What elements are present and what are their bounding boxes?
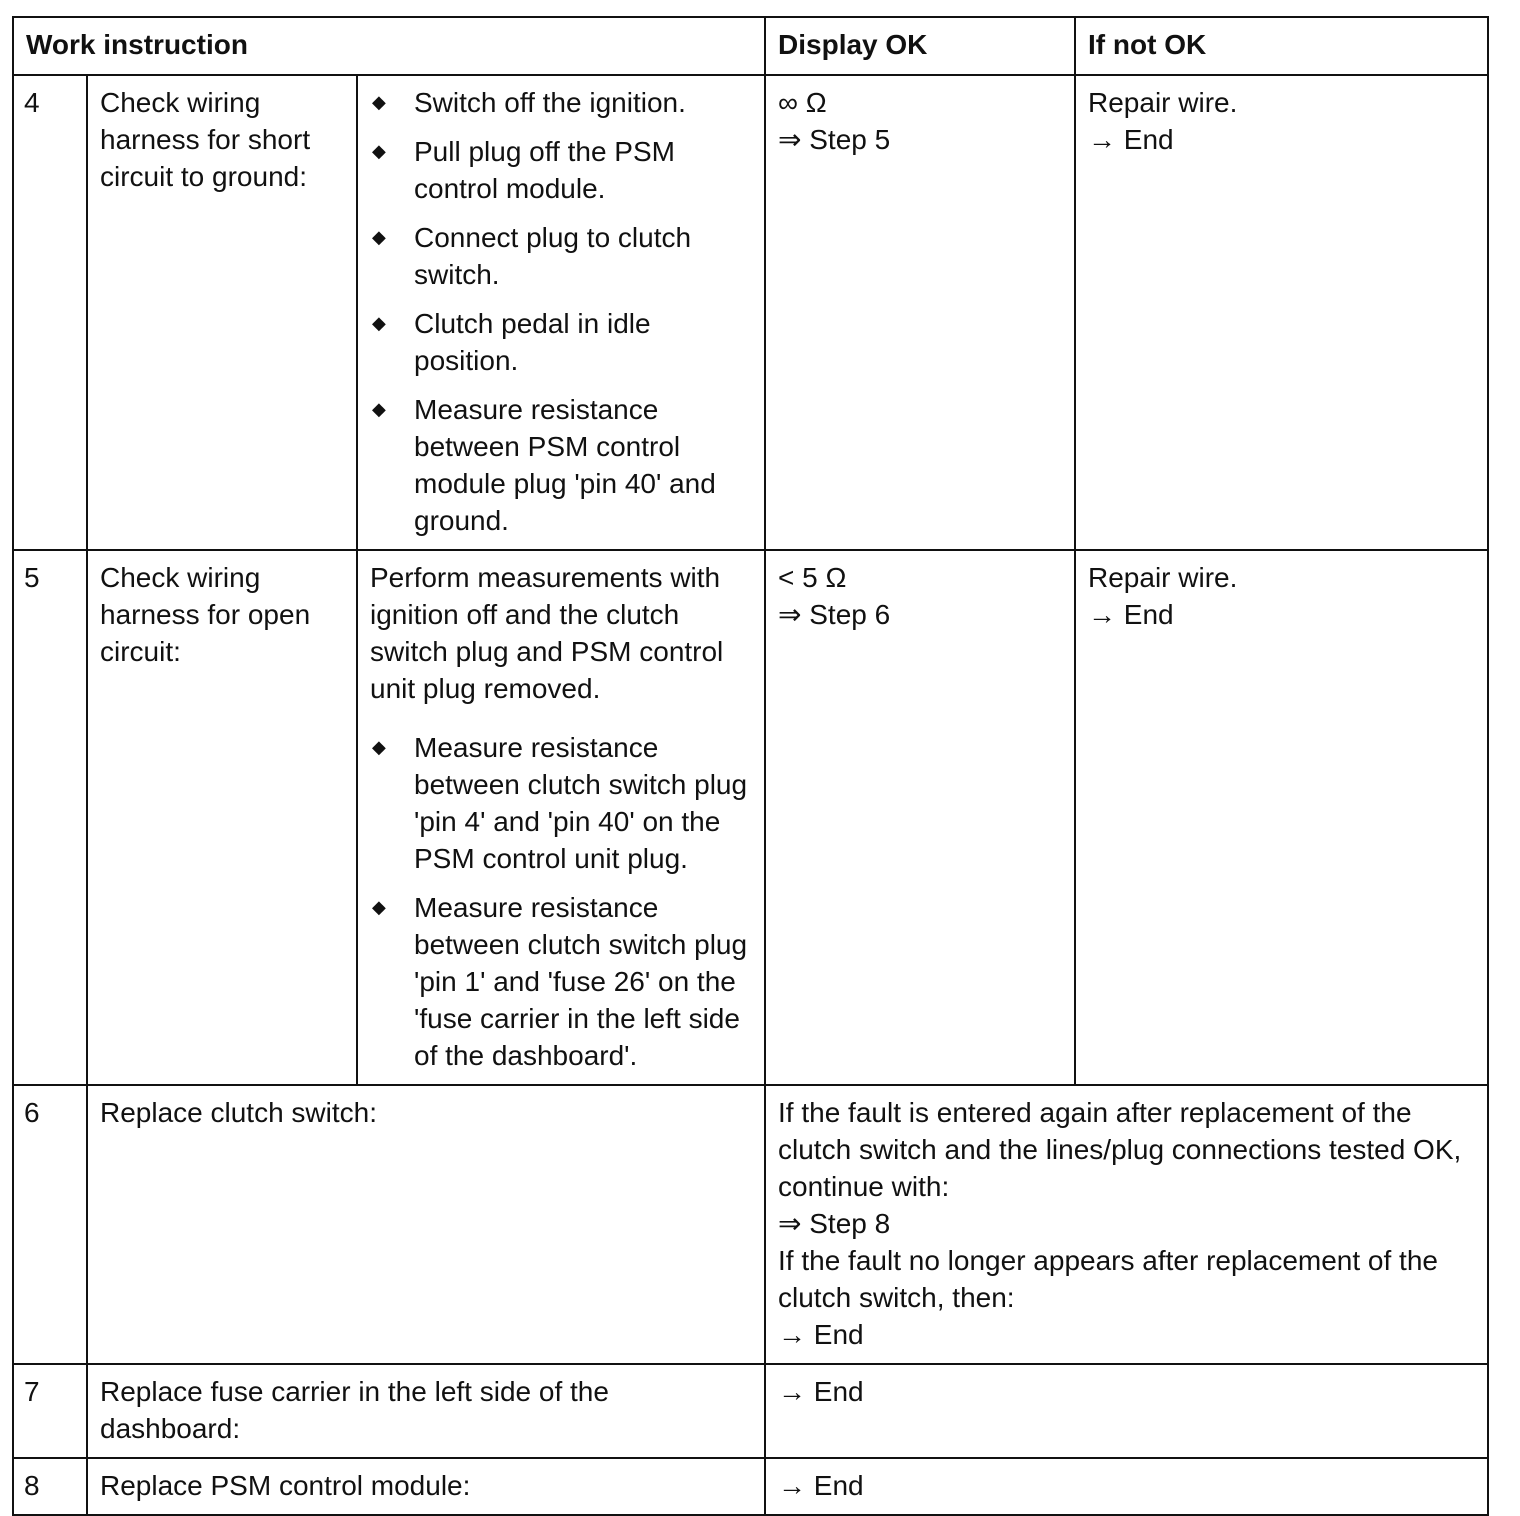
- step-title: Check wiring harness for open circuit:: [87, 550, 357, 1085]
- result-line: If the fault no longer appears after replacement of the clutch switch, then:: [778, 1245, 1438, 1313]
- step-title: Replace clutch switch:: [87, 1085, 765, 1364]
- if-not-ok-next: → End: [1088, 124, 1174, 155]
- result-line: → End: [778, 1470, 864, 1501]
- bullet-item: ◆ Measure resistance between clutch switch plug 'pin 4' and 'pin 40' on the PSM control unit plug.: [370, 729, 752, 877]
- result-line: If the fault is entered again after replacement of the clutch switch and the lines/plug connections tested OK, continue with:: [778, 1097, 1462, 1202]
- step-row-4: [13, 75, 1488, 550]
- if-not-ok-next: → End: [1088, 599, 1174, 630]
- display-ok-next: ⇒ Step 5: [778, 124, 891, 155]
- bullet-item: ◆ Clutch pedal in idle position.: [370, 305, 752, 379]
- bullet-list: [370, 729, 752, 1074]
- result-cell: [765, 1085, 1488, 1364]
- header-if-not-ok: If not OK: [1075, 17, 1488, 75]
- step-actions: [357, 75, 765, 550]
- step-number: 6: [13, 1085, 87, 1364]
- bullet-item: ◆ Switch off the ignition.: [370, 84, 752, 121]
- step-row-5: [13, 550, 1488, 1085]
- step-row-7: [13, 1364, 1488, 1458]
- step-number: 4: [13, 75, 87, 550]
- step-row-6: [13, 1085, 1488, 1364]
- step-title: Replace PSM control module:: [87, 1458, 765, 1515]
- if-not-ok-cell: [1075, 75, 1488, 550]
- step-intro: Perform measurements with ignition off and the clutch switch plug and PSM control unit plug removed.: [370, 562, 724, 704]
- step-number: 5: [13, 550, 87, 1085]
- if-not-ok-action: Repair wire.: [1088, 562, 1238, 593]
- display-ok-cell: [765, 75, 1075, 550]
- display-ok-next: ⇒ Step 6: [778, 599, 891, 630]
- header-work-instruction: Work instruction: [13, 17, 765, 75]
- display-ok-cell: [765, 550, 1075, 1085]
- header-row: [13, 17, 1488, 75]
- step-title: Replace fuse carrier in the left side of the dashboard:: [87, 1364, 765, 1458]
- header-display-ok: Display OK: [765, 17, 1075, 75]
- step-number: 8: [13, 1458, 87, 1515]
- bullet-list: [370, 84, 752, 539]
- step-title: Check wiring harness for short circuit to ground:: [87, 75, 357, 550]
- display-ok-value: < 5 Ω: [778, 562, 847, 593]
- bullet-item: ◆ Measure resistance between PSM control module plug 'pin 40' and ground.: [370, 391, 752, 539]
- step-row-8: [13, 1458, 1488, 1515]
- result-line: → End: [778, 1376, 864, 1407]
- result-cell: [765, 1458, 1488, 1515]
- if-not-ok-action: Repair wire.: [1088, 87, 1238, 118]
- bullet-item: ◆ Connect plug to clutch switch.: [370, 219, 752, 293]
- step-number: 7: [13, 1364, 87, 1458]
- work-instruction-table: [12, 16, 1489, 1516]
- step-actions: [357, 550, 765, 1085]
- result-line: ⇒ Step 8: [778, 1208, 891, 1239]
- display-ok-value: ∞ Ω: [778, 87, 827, 118]
- bullet-item: ◆ Pull plug off the PSM control module.: [370, 133, 752, 207]
- if-not-ok-cell: [1075, 550, 1488, 1085]
- bullet-item: ◆ Measure resistance between clutch switch plug 'pin 1' and 'fuse 26' on the 'fuse carrier in the left side of the dashboard'.: [370, 889, 752, 1074]
- result-cell: [765, 1364, 1488, 1458]
- result-line: → End: [778, 1319, 864, 1350]
